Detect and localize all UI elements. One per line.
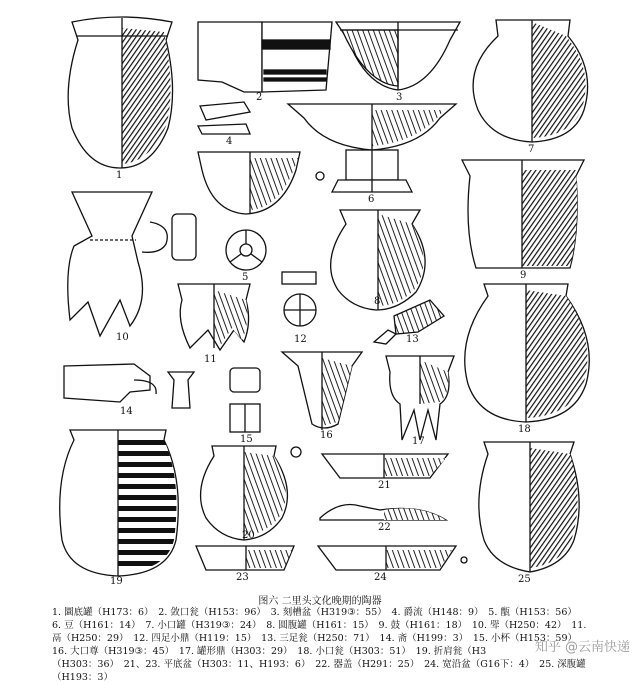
vessel-11 xyxy=(178,284,250,350)
figure-number-14: 14 xyxy=(120,406,133,417)
vessel-5 xyxy=(198,152,324,270)
vessel-25 xyxy=(479,442,579,572)
vessel-12 xyxy=(282,272,316,326)
vessel-8 xyxy=(331,210,425,310)
figure-number-15: 15 xyxy=(240,434,253,445)
figure-number-2: 2 xyxy=(256,92,263,103)
vessel-17 xyxy=(386,356,454,440)
vessel-9 xyxy=(462,160,584,268)
figure-number-11: 11 xyxy=(204,354,217,365)
figure-number-19: 19 xyxy=(110,576,123,587)
vessel-22 xyxy=(320,505,446,521)
figure-caption: 图六 二里头文化晚期的陶器 xyxy=(258,596,382,607)
figure-number-13: 13 xyxy=(406,334,419,345)
vessel-24 xyxy=(318,546,467,570)
figure-number-24: 24 xyxy=(374,572,387,583)
figure-number-5: 5 xyxy=(242,272,249,283)
legend-row: 1. 圜底罐（H173：6） 2. 敛口瓮（H153：96） 3. 刻槽盆（H319③：55） 4. 爵流（H148：9） 5. 甑（H153：56） xyxy=(52,607,577,618)
legend-row: 16. 大口尊（H319③：45） 17. 罐形鼎（H303：29） 18. 小口瓮（H303：51） 19. 折肩瓮（H3 xyxy=(52,646,487,657)
legend-row: （H303：36） 21、23. 平底盆（H303：11、H193：6） 22. 器盖（H291：25） 24. 宽沿盆（G16下：4） 25. 深腹罐 xyxy=(52,659,586,670)
vessel-10 xyxy=(68,192,196,336)
vessel-21 xyxy=(322,454,448,478)
figure-number-18: 18 xyxy=(518,424,531,435)
vessel-14 xyxy=(64,364,194,408)
figure-number-4: 4 xyxy=(226,136,233,147)
figure-number-20: 20 xyxy=(242,530,255,541)
figure-number-1: 1 xyxy=(116,170,123,181)
figure-number-7: 7 xyxy=(528,144,535,155)
legend-row: 6. 豆（H161：14） 7. 小口罐（H319③：24） 8. 圆腹罐（H161：15） 9. 鼓（H161：18） 10. 斝（H250：42） 11. xyxy=(52,620,587,631)
legend-row: （H193：3） xyxy=(52,672,113,683)
watermark: 知乎 @云南快递 xyxy=(534,640,630,655)
vessel-1 xyxy=(68,17,172,168)
figure-number-23: 23 xyxy=(236,572,249,583)
vessel-7 xyxy=(473,20,588,142)
figure-number-6: 6 xyxy=(368,194,375,205)
figure-number-8: 8 xyxy=(374,296,381,307)
figure-number-9: 9 xyxy=(520,270,527,281)
figure-number-21: 21 xyxy=(378,480,391,491)
vessel-6 xyxy=(288,104,456,192)
vessel-2 xyxy=(198,22,332,92)
vessel-4 xyxy=(198,102,250,134)
figure-number-22: 22 xyxy=(378,522,391,533)
figure-number-17: 17 xyxy=(412,436,425,447)
legend-row: 鬲（H250：29） 12. 四足小鼎（H119：15） 13. 三足瓮（H250：71） 14. 斋（H199：3） 15. 小杯（H153：59） xyxy=(52,633,577,644)
vessel-23 xyxy=(196,546,294,570)
figure-legend xyxy=(52,606,612,684)
vessel-19 xyxy=(60,430,179,576)
figure-number-12: 12 xyxy=(294,334,307,345)
figure-number-16: 16 xyxy=(320,430,333,441)
figure-number-3: 3 xyxy=(396,92,403,103)
figure-number-10: 10 xyxy=(116,332,129,343)
vessel-18 xyxy=(465,284,590,422)
figure-number-25: 25 xyxy=(518,574,531,585)
vessel-16 xyxy=(282,352,362,430)
vessel-15 xyxy=(230,368,260,432)
vessel-20 xyxy=(201,446,301,540)
vessel-3 xyxy=(336,22,460,90)
